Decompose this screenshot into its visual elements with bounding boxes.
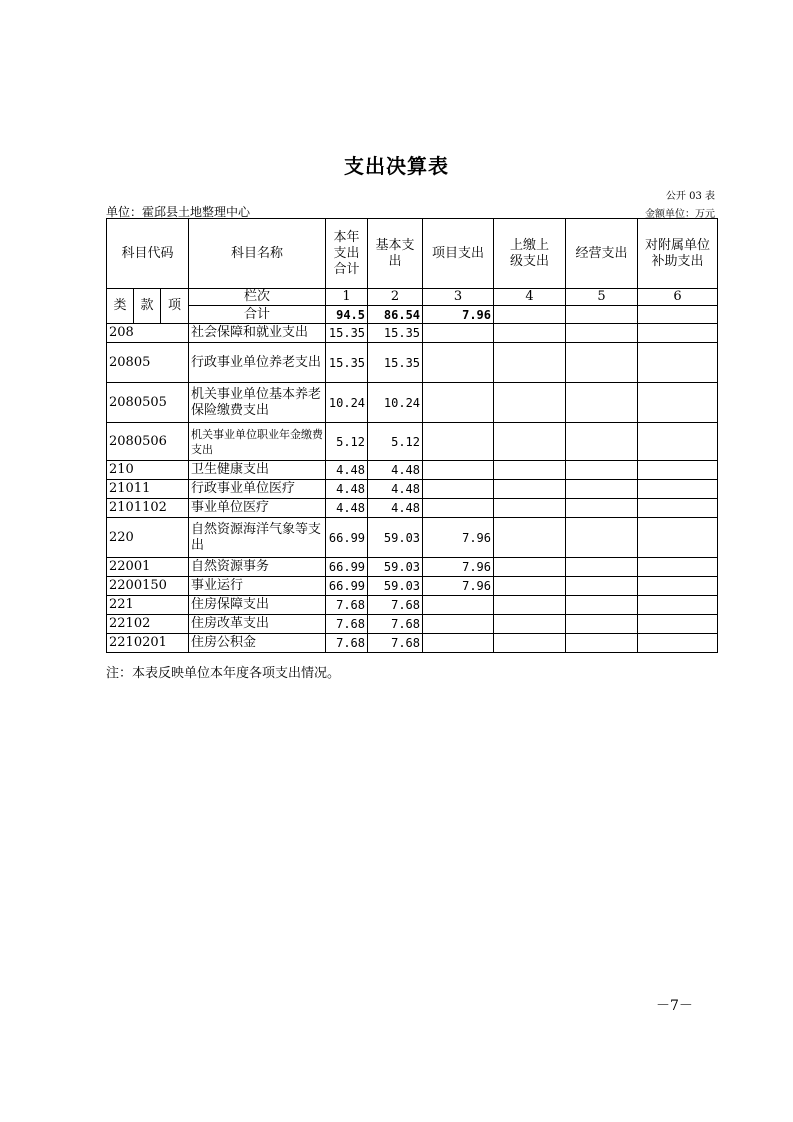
row-code: 2101102 (107, 499, 189, 518)
row-project (423, 461, 494, 480)
row-total: 5.12 (326, 423, 368, 461)
row-project (423, 499, 494, 518)
total-label: 合计 (189, 306, 326, 324)
row-name: 事业运行 (189, 577, 326, 596)
total-row (107, 306, 718, 324)
table-row (107, 480, 718, 499)
header-subsidiary: 对附属单位补助支出 (638, 219, 718, 289)
column-order-row (107, 289, 718, 306)
row-total: 4.48 (326, 461, 368, 480)
row-project: 7.96 (423, 577, 494, 596)
row-name: 事业单位医疗 (189, 499, 326, 518)
row-code: 20805 (107, 343, 189, 383)
row-name: 社会保障和就业支出 (189, 324, 326, 343)
table-row (107, 383, 718, 423)
row-total: 7.68 (326, 615, 368, 634)
table-row (107, 558, 718, 577)
row-code: 21011 (107, 480, 189, 499)
expenditure-table-main (106, 218, 718, 653)
money-unit: 金额单位：万元 (645, 209, 715, 220)
row-project (423, 343, 494, 383)
row-code: 22001 (107, 558, 189, 577)
header-name: 科目名称 (189, 219, 326, 289)
table-row (107, 518, 718, 558)
col-number-2: 2 (368, 289, 423, 306)
row-total: 15.35 (326, 343, 368, 383)
row-code: 208 (107, 324, 189, 343)
header-lei: 类 (107, 289, 134, 324)
reporting-unit: 单位：霍邱县土地整理中心 (106, 205, 251, 219)
table-note: 注：本表反映单位本年度各项支出情况。 (106, 666, 341, 681)
row-name: 机关事业单位职业年金缴费支出 (189, 423, 326, 461)
row-total: 4.48 (326, 480, 368, 499)
total-amount: 94.5 (326, 306, 368, 324)
row-project (423, 480, 494, 499)
header-code: 科目代码 (107, 219, 189, 289)
row-name: 自然资源事务 (189, 558, 326, 577)
row-project: 7.96 (423, 518, 494, 558)
row-project (423, 634, 494, 653)
row-name: 行政事业单位医疗 (189, 480, 326, 499)
header-xiang: 项 (161, 289, 189, 324)
row-total: 10.24 (326, 383, 368, 423)
row-name: 住房公积金 (189, 634, 326, 653)
row-code: 210 (107, 461, 189, 480)
row-total: 7.68 (326, 634, 368, 653)
col-number-6: 6 (638, 289, 718, 306)
table-row (107, 634, 718, 653)
row-name: 住房保障支出 (189, 596, 326, 615)
row-basic: 15.35 (368, 343, 423, 383)
row-basic: 10.24 (368, 383, 423, 423)
row-basic: 7.68 (368, 596, 423, 615)
row-project (423, 615, 494, 634)
col-number-3: 3 (423, 289, 494, 306)
table-row (107, 324, 718, 343)
row-basic: 4.48 (368, 461, 423, 480)
row-basic: 7.68 (368, 615, 423, 634)
table-row (107, 615, 718, 634)
col-number-5: 5 (566, 289, 638, 306)
row-total: 66.99 (326, 518, 368, 558)
col-number-4: 4 (494, 289, 566, 306)
row-name: 自然资源海洋气象等支出 (189, 518, 326, 558)
row-basic: 4.48 (368, 480, 423, 499)
row-code: 221 (107, 596, 189, 615)
row-project (423, 423, 494, 461)
row-code: 2210201 (107, 634, 189, 653)
table-row (107, 461, 718, 480)
form-number: 公开 03 表 (665, 191, 715, 202)
row-code: 2200150 (107, 577, 189, 596)
total-project: 7.96 (423, 306, 494, 324)
table-row (107, 343, 718, 383)
page-number: －7－ (656, 998, 693, 1014)
table-row (107, 596, 718, 615)
row-code: 22102 (107, 615, 189, 634)
table-row (107, 423, 718, 461)
row-code: 2080505 (107, 383, 189, 423)
row-basic: 7.68 (368, 634, 423, 653)
row-basic: 15.35 (368, 324, 423, 343)
row-basic: 5.12 (368, 423, 423, 461)
row-total: 4.48 (326, 499, 368, 518)
header-kuan: 款 (134, 289, 161, 324)
header-basic: 基本支出 (368, 219, 423, 289)
header-business: 经营支出 (566, 219, 638, 289)
row-basic: 59.03 (368, 577, 423, 596)
header-row (107, 219, 718, 289)
row-total: 7.68 (326, 596, 368, 615)
row-project: 7.96 (423, 558, 494, 577)
row-basic: 4.48 (368, 499, 423, 518)
row-total: 66.99 (326, 558, 368, 577)
table-row (107, 577, 718, 596)
row-code: 220 (107, 518, 189, 558)
row-project (423, 324, 494, 343)
header-total: 本年支出合计 (326, 219, 368, 289)
row-code: 2080506 (107, 423, 189, 461)
row-name: 行政事业单位养老支出 (189, 343, 326, 383)
page-title: 支出决算表 (344, 154, 449, 178)
row-total: 66.99 (326, 577, 368, 596)
table-row (107, 499, 718, 518)
header-upper: 上缴上级支出 (494, 219, 566, 289)
row-project (423, 383, 494, 423)
row-name: 住房改革支出 (189, 615, 326, 634)
row-project (423, 596, 494, 615)
row-basic: 59.03 (368, 518, 423, 558)
col-number-1: 1 (326, 289, 368, 306)
row-basic: 59.03 (368, 558, 423, 577)
total-basic: 86.54 (368, 306, 423, 324)
row-total: 15.35 (326, 324, 368, 343)
row-name: 机关事业单位基本养老保险缴费支出 (189, 383, 326, 423)
header-project: 项目支出 (423, 219, 494, 289)
row-name: 卫生健康支出 (189, 461, 326, 480)
column-order-label: 栏次 (189, 289, 326, 306)
